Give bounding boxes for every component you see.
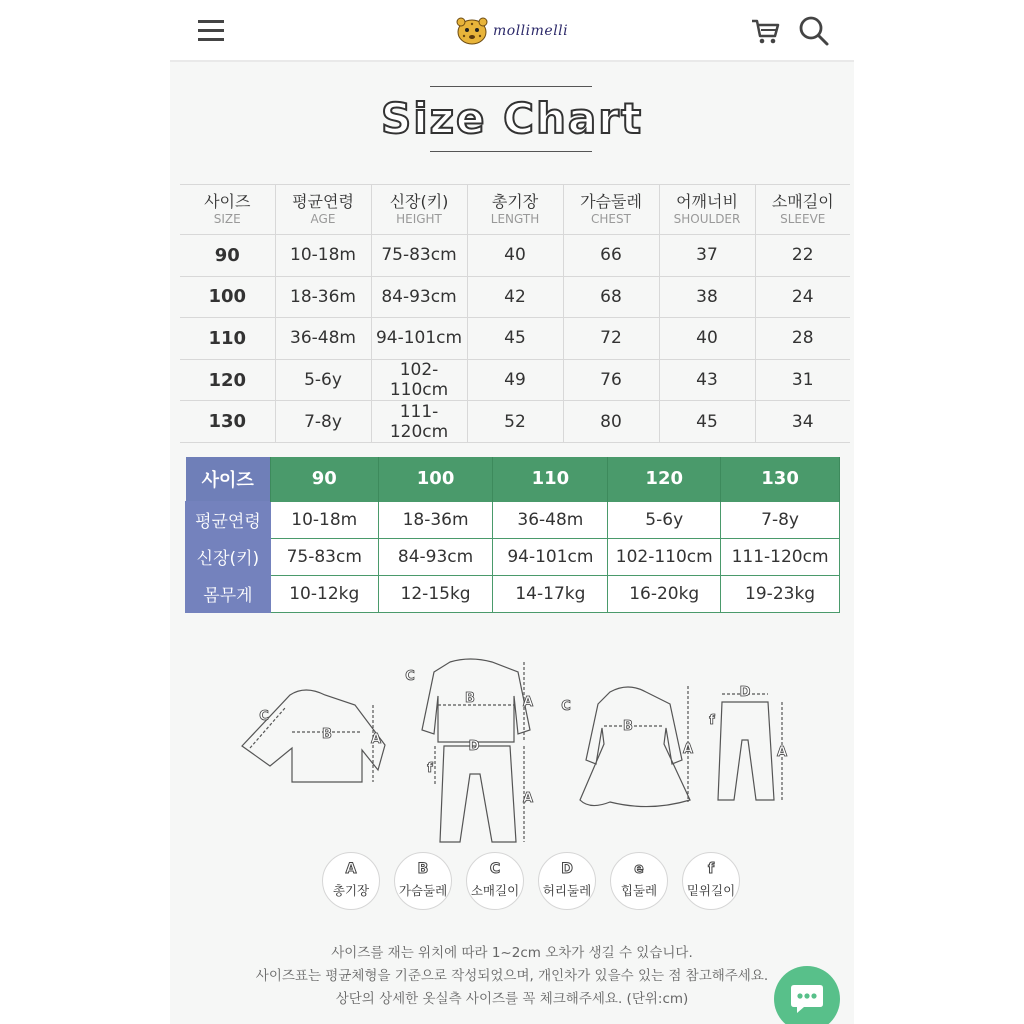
chat-bubble-icon [788,982,826,1016]
cell-chest: 76 [563,359,659,401]
label-c: C [561,699,571,714]
cell-length: 42 [467,276,563,318]
row-label: 몸무게 [186,575,271,612]
cell-shoulder: 40 [659,318,755,360]
header-height: 신장(키) HEIGHT [371,185,467,235]
legend-item-rise: f 밑위길이 [682,852,740,910]
body-cell: 5-6y [608,501,721,538]
cell-sleeve: 31 [791,370,814,391]
cell-age: 5-6y [275,359,371,401]
body-cell: 7-8y [721,501,840,538]
table-row [180,318,850,360]
hamburger-menu-icon[interactable] [198,20,226,42]
size-notes [170,942,854,1011]
table-row [180,359,850,401]
note-line: 사이즈표는 평균체형을 기준으로 작성되었으며, 개인차가 있을수 있는 점 참고해주세요. [255,968,769,984]
cell-chest: 66 [563,235,659,277]
cell-age: 18-36m [275,276,371,318]
label-b: B [322,727,332,742]
body-cell: 18-36m [378,501,493,538]
body-cell: 84-93cm [378,538,493,575]
page-title: Size Chart [380,94,644,143]
measurement-illustrations [230,650,810,850]
table-row [180,235,850,277]
header-sleeve: 소매길이 SLEEVE [771,191,834,226]
table-row [186,538,840,575]
cell-size: 120 [180,359,275,401]
header-size: 사이즈 SIZE [180,185,275,235]
body-header-size: 120 [608,457,721,501]
table-row [180,276,850,318]
cell-shoulder: 43 [659,359,755,401]
table-row [180,401,850,443]
body-cell: 75-83cm [270,538,378,575]
cell-length: 52 [467,401,563,443]
body-cell: 10-18m [270,501,378,538]
label-b: B [623,719,633,734]
cell-height: 94-101cm [371,318,467,360]
magnifier-search-icon[interactable] [798,15,830,47]
brand-logo[interactable] [455,14,568,48]
body-cell: 102-110cm [608,538,721,575]
body-table-header-row [186,457,840,501]
label-a: A [522,695,534,710]
header-length: 총기장 LENGTH [467,185,563,235]
top-navigation-bar [170,0,854,62]
header-age: 평균연령 AGE [275,185,371,235]
body-header-size-label: 사이즈 [186,457,271,501]
body-header-size: 100 [378,457,493,501]
chat-button[interactable] [774,966,840,1024]
legend-item-sleeve: C 소매길이 [466,852,524,910]
cell-length: 45 [467,318,563,360]
cell-height: 102-110cm [371,359,467,401]
note-line: 상단의 상세한 옷실측 사이즈를 꼭 체크해주세요. (단위:cm) [335,991,689,1007]
tshirt-illustration [242,690,385,782]
cell-height: 111-120cm [371,401,467,443]
cell-sleeve: 34 [791,411,814,432]
cell-length: 40 [467,235,563,277]
label-a: A [522,791,534,806]
leggings-illustration [718,694,782,800]
size-table-header-row [180,185,850,235]
label-b: B [465,691,475,706]
body-header-size: 90 [270,457,378,501]
body-cell: 10-12kg [270,575,378,612]
cell-height: 84-93cm [371,276,467,318]
table-row [186,575,840,612]
cell-chest: 68 [563,276,659,318]
cell-length: 49 [467,359,563,401]
label-f: f [709,713,715,728]
legend-item-chest: B 가슴둘레 [394,852,452,910]
label-c: C [405,669,415,684]
cell-size: 90 [180,235,275,277]
body-cell: 94-101cm [493,538,608,575]
body-cell: 19-23kg [721,575,840,612]
cell-chest: 80 [563,401,659,443]
cell-chest: 72 [563,318,659,360]
header-shoulder: 어깨너비 SHOULDER [659,185,755,235]
title-top-rule [430,86,592,87]
brand-name: mollimelli [493,23,569,39]
body-cell: 14-17kg [493,575,608,612]
cell-sleeve: 22 [791,245,814,266]
body-cell: 36-48m [493,501,608,538]
cell-sleeve: 28 [791,328,814,349]
cell-size: 110 [180,318,275,360]
table-row [186,501,840,538]
cell-size: 130 [180,401,275,443]
cell-shoulder: 45 [659,401,755,443]
cell-shoulder: 38 [659,276,755,318]
cell-age: 36-48m [275,318,371,360]
title-bottom-rule [430,151,592,152]
note-line: 사이즈를 재는 위치에 따라 1~2cm 오차가 생길 수 있습니다. [331,945,693,961]
label-d: D [739,685,751,700]
row-label: 평균연령 [186,501,271,538]
legend-item-waist: D 허리둘레 [538,852,596,910]
body-header-size: 130 [721,457,840,501]
label-a: A [682,742,694,757]
label-c: C [259,709,269,724]
cell-shoulder: 37 [659,235,755,277]
cell-age: 10-18m [275,235,371,277]
legend-item-hip: e 힙둘레 [610,852,668,910]
header-chest: 가슴둘레 CHEST [563,185,659,235]
cell-height: 75-83cm [371,235,467,277]
body-cell: 16-20kg [608,575,721,612]
shopping-cart-icon[interactable] [750,16,780,46]
label-a: A [370,732,382,747]
row-label: 신장(키) [186,538,271,575]
body-header-size: 110 [493,457,608,501]
size-chart-title-block [170,84,854,156]
dress-illustration [580,686,690,807]
garment-size-table [180,184,850,443]
label-d: D [468,739,480,754]
measurement-legend [322,852,740,910]
cell-size: 100 [180,276,275,318]
body-cell: 12-15kg [378,575,493,612]
label-f: f [427,761,433,776]
cell-sleeve: 24 [791,286,814,307]
body-cell: 111-120cm [721,538,840,575]
legend-item-length: A 총기장 [322,852,380,910]
cell-age: 7-8y [275,401,371,443]
label-a: A [776,745,788,760]
body-size-table [185,457,840,613]
leopard-logo-icon [455,16,489,46]
